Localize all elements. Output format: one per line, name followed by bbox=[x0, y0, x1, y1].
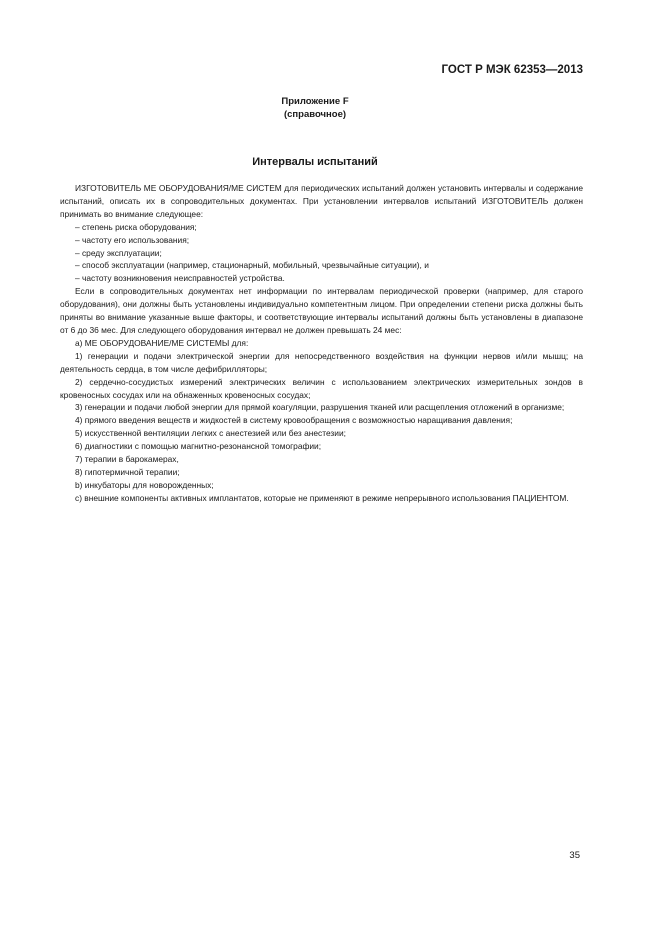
list-item: 4) прямого введения веществ и жидкостей в систему кровообращения с возможностью наращивания давления; bbox=[75, 415, 513, 426]
section-title: Интервалы испытаний bbox=[252, 156, 378, 168]
paragraph: Если в сопроводительных документах нет информации по интервалам периодической проверки (например, для старого оборудования), они должны быть установлены индивидуально компетентным лицом. При определении степени риска должны быть приняты во внимание указанные выше факторы, и соответствующие интервалы испытаний должны быть установлены в диапазоне от 6 до 36 мес. Для следующего оборудования интервал не должен превышать 24 мес: bbox=[60, 286, 583, 335]
list-item: 5) искусственной вентиляции легких с анестезией или без анестезии; bbox=[75, 428, 346, 439]
bullet-item: – степень риска оборудования; bbox=[75, 221, 197, 232]
list-item: 2) сердечно-сосудистых измерений электрических величин с использованием электрических измерительных зондов в кровеносных сосудах или на обнаженных кровеносных сосудах; bbox=[60, 376, 583, 400]
list-item: b) инкубаторы для новорожденных; bbox=[75, 479, 214, 490]
list-item: 1) генерации и подачи электрической энергии для непосредственного воздействия на функции нервов и/или мышц; на деятельность сердца, в том числе дефибрилляторы; bbox=[60, 350, 583, 374]
list-item: 6) диагностики с помощью магнитно-резонансной томографии; bbox=[75, 441, 322, 452]
bullet-item: – среду эксплуатации; bbox=[75, 247, 162, 258]
annex-subtitle: (справочное) bbox=[283, 109, 347, 120]
body-text bbox=[60, 182, 583, 505]
list-item: 8) гипотермичной терапии; bbox=[75, 466, 180, 477]
list-item: а) МЕ ОБОРУДОВАНИЕ/МЕ СИСТЕМЫ для: bbox=[75, 337, 249, 348]
list-item: 3) генерации и подачи любой энергии для прямой коагуляции, разрушения тканей или расщепления отложений в организме; bbox=[75, 402, 565, 413]
list-item: с) внешние компоненты активных имплантатов, которые не применяют в режиме непрерывного использования ПАЦИЕНТОМ. bbox=[75, 492, 569, 503]
annex-title: Приложение F bbox=[281, 96, 349, 107]
annex-heading bbox=[0, 95, 630, 121]
paragraph: ИЗГОТОВИТЕЛЬ МЕ ОБОРУДОВАНИЯ/МЕ СИСТЕМ для периодических испытаний должен установить интервалы и содержание испытаний, описать их в сопроводительных документах. При установлении интервалов испытаний ИЗГОТОВИТЕЛЬ должен принимать во внимание следующее: bbox=[60, 183, 583, 219]
page-number: 35 bbox=[569, 850, 580, 861]
standard-code: ГОСТ Р МЭК 62353—2013 bbox=[441, 64, 583, 76]
bullet-item: – способ эксплуатации (например, стационарный, мобильный, чрезвычайные ситуации), и bbox=[75, 260, 429, 271]
list-item: 7) терапии в барокамерах, bbox=[75, 454, 179, 465]
bullet-item: – частоту его использования; bbox=[75, 234, 190, 245]
bullet-item: – частоту возникновения неисправностей устройства. bbox=[75, 273, 285, 284]
